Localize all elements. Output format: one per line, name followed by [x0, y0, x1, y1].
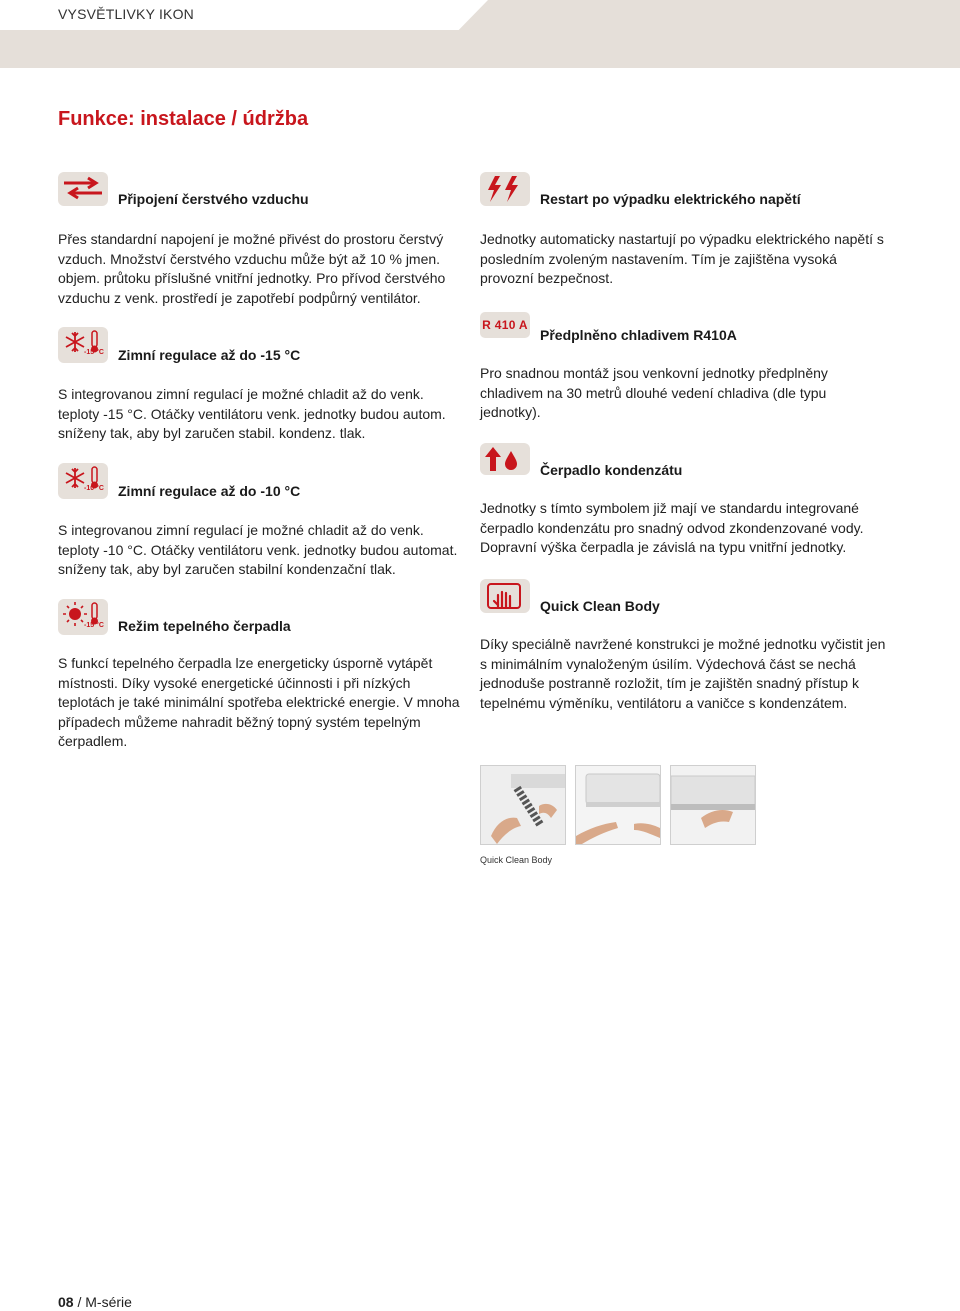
photo-caption: Quick Clean Body	[480, 855, 553, 865]
feature-title: Režim tepelného čerpadla	[118, 618, 291, 634]
feature-description: Přes standardní napojení je možné přivést do prostoru čerstvý vzduch. Množství čerstvého vzduchu může být až 10 % jmen. objem. průtoku příslušné vnitřní jednotky. Pro přívod čerstvého vzduchu z venk. prostředí je zapotřebí podpůrný ventilátor.	[58, 231, 446, 306]
feature-title: Čerpadlo kondenzátu	[540, 462, 683, 478]
icon-temp-label: -10 °C	[84, 485, 104, 492]
feature-title: Restart po výpadku elektrického napětí	[540, 191, 801, 207]
r410a-badge: R 410 A	[480, 312, 530, 338]
feature-title: Quick Clean Body	[540, 598, 660, 614]
section-label: VYSVĚTLIVKY IKON	[58, 6, 194, 22]
feature-description: Díky speciálně navržené konstrukci je možné jednotku vyčistit jen s minimálním vynaloženým úsilím. Výdechová část se nechá jednoduše postranně rozložit, tím je zajištěn snadný přístup k tepelnému výměníku, ventilátoru a vaničce s kondenzátem.	[480, 636, 886, 711]
page-footer	[58, 1294, 132, 1310]
page-title: Funkce: instalace / údržba	[58, 108, 309, 130]
feature-description: Pro snadnou montáž jsou venkovní jednotky předplněny chladivem na 30 metrů dlouhé vedení chladiva (dle typu jednotky).	[480, 365, 828, 420]
feature-description: Jednotky s tímto symbolem již mají ve standardu integrované čerpadlo kondenzátu pro snadný odvod zkondenzované vody. Dopravní výška čerpadla je závislá na typu vnitřní jednotky.	[480, 500, 864, 555]
snowflake-thermometer-icon	[58, 327, 108, 363]
sun-thermometer-icon	[58, 599, 108, 635]
feature-title: Připojení čerstvého vzduchu	[118, 191, 309, 207]
feature-title: Zimní regulace až do -10 °C	[118, 483, 301, 499]
icon-temp-label: -15 °C	[84, 622, 104, 629]
double-lightning-icon	[480, 172, 530, 206]
feature-description: Jednotky automaticky nastartují po výpadku elektrického napětí s posledním zvoleným nastavením. Tím je zajištěna vysoká provozní bezpečnost.	[480, 231, 884, 286]
quick-clean-photos	[480, 765, 755, 843]
photo-panel-removal	[670, 765, 756, 845]
photo-unit-open	[575, 765, 661, 845]
page-number: 08	[58, 1294, 74, 1310]
snowflake-thermometer-icon	[58, 463, 108, 499]
fresh-air-arrows-icon	[58, 172, 108, 206]
feature-title: Předplněno chladivem R410A	[540, 327, 737, 343]
feature-description: S integrovanou zimní regulací je možné chladit až do venk. teploty -10 °C. Otáčky ventilátoru venk. jednotky budou automat. sníženy tak, aby byl zaručen stabilní kondenzační tlak.	[58, 522, 458, 577]
hand-clean-icon	[480, 579, 530, 613]
photo-fan-cleaning	[480, 765, 566, 845]
feature-description: S integrovanou zimní regulací je možné chladit až do venk. teploty -15 °C. Otáčky ventilátoru venk. jednotky budou autom. sníženy tak, aby byl zaručen stabil. kondenz. tlak.	[58, 386, 446, 441]
arrow-drop-pump-icon	[480, 443, 530, 475]
feature-title: Zimní regulace až do -15 °C	[118, 347, 301, 363]
feature-description: S funkcí tepelného čerpadla lze energeticky úsporně vytápět místnosti. Díky vysoké energetické účinnosti i při nízkých teplotách je také minimální spotřeba elektrické energie. V mnoha případech můžeme nahradit běžný topný systém tepelným čerpadlem.	[58, 655, 460, 749]
icon-temp-label: -15 °C	[84, 349, 104, 356]
series-label: / M-série	[77, 1294, 132, 1310]
